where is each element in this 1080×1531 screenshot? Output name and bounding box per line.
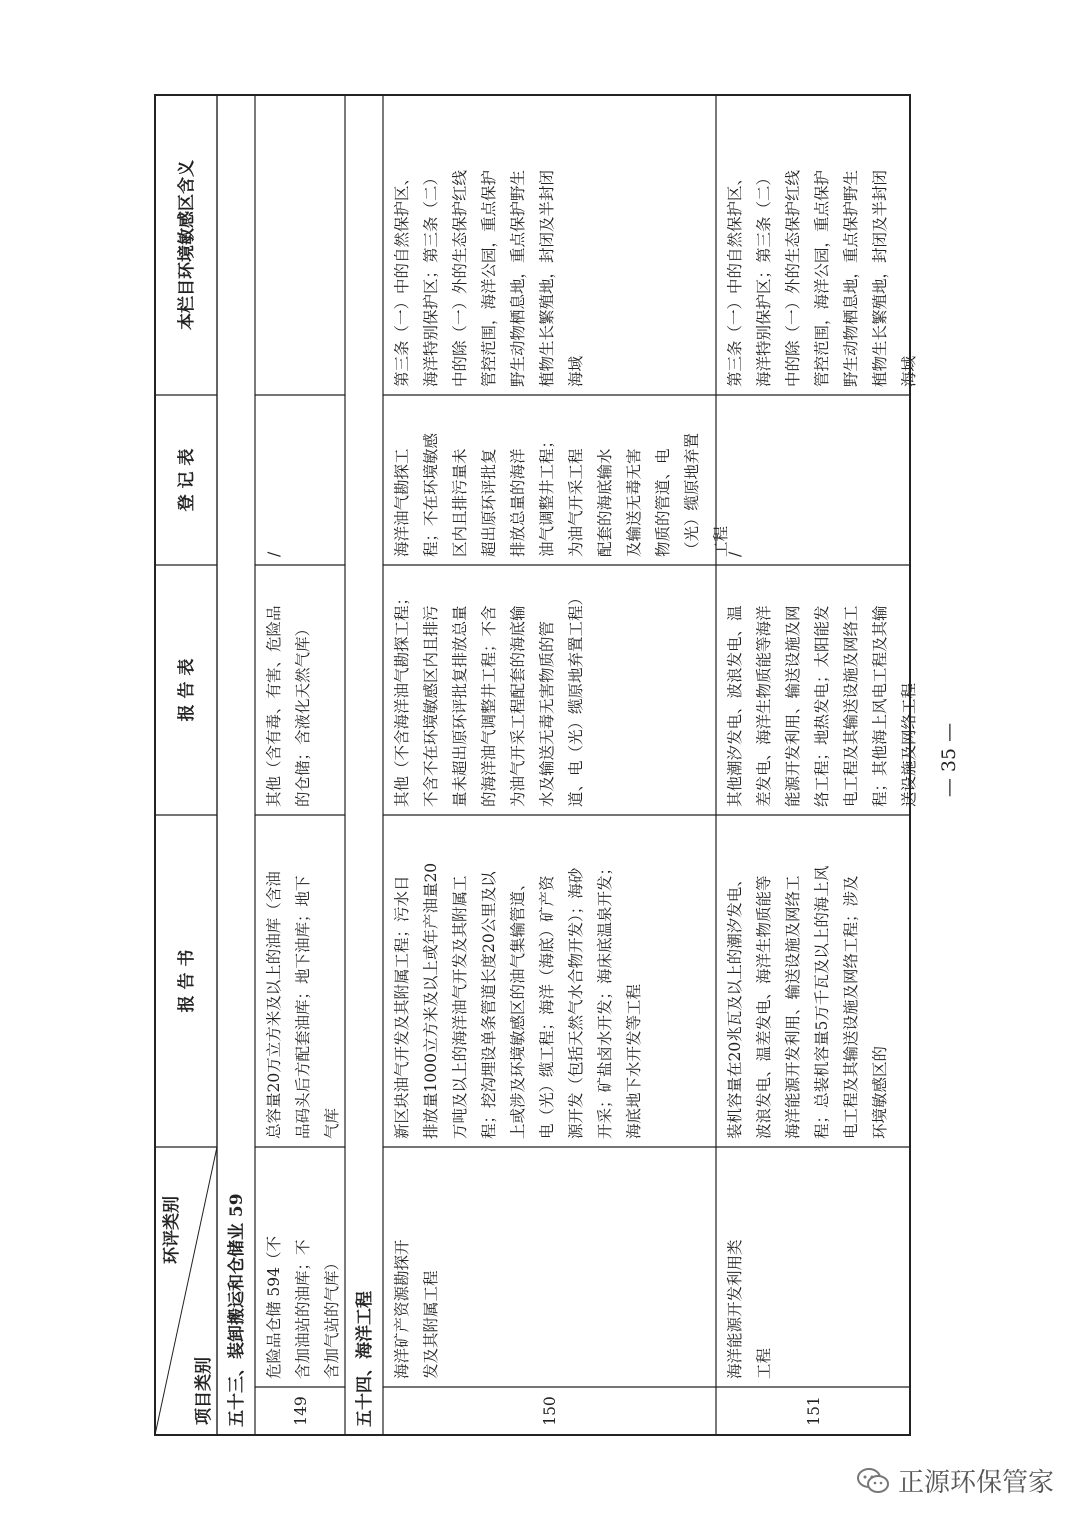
registration-cell-line: （光）缆原地弃置 [683,432,701,557]
report-book-cell-line: 波浪发电、温差发电、海洋生物质能等 [755,875,773,1139]
report-form-cell-line: 电工程及其输送设施及网络工 [842,605,860,807]
category-cell-line: 含加油站的油库；不 [294,1239,312,1379]
row-num-149: 149 [292,1396,310,1426]
rotated-table [155,95,918,1435]
registration-cell-line: 超出原环评批复 [480,448,498,557]
sensitive-area-cell-line: 海洋特别保护区；第三条（二） [422,169,440,387]
report-form-cell-line: 程；其他海上风电工程及其输 [871,605,889,807]
registration-cell-line: / [726,551,744,557]
report-book-cell-line: 电（光）缆工程；海洋（海底）矿产资 [538,875,556,1139]
sensitive-area-cell-line: 植物生长繁殖地，封闭及半封闭 [871,169,889,387]
sensitive-area-cell-line: 管控范围，海洋公园，重点保护 [480,169,498,387]
report-book-cell-line: 排放量1000立方米及以上或年产油量20 [422,862,440,1139]
registration-cell-line: 为油气开采工程 [567,448,585,557]
registration-cell-line: / [265,551,283,557]
sensitive-area-cell-line: 野生动物栖息地，重点保护野生 [509,169,527,387]
sensitive-area-cell-line: 海洋特别保护区；第三条（二） [755,169,773,387]
report-form-cell-line: 其他潮汐发电、波浪发电、温 [726,605,744,807]
category-cell-line: 危险品仓储 594（不 [265,1235,283,1379]
report-book-cell-line: 品码头后方配套油库；地下油库；地下 [294,875,312,1139]
sensitive-area-cell-line: 第三条（一）中的自然保护区、 [726,169,744,387]
report-book-cell-line: 开采；矿盐卤水开发；海床底温泉开发； [596,859,614,1139]
registration-cell-line: 程；不在环境敏感 [422,432,440,557]
category-cell-line: 发及其附属工程 [422,1270,440,1379]
category-cell-line: 工程 [755,1347,773,1379]
watermark [856,1462,1054,1499]
report-form-cell-line: 道、电（光）缆原地弃置工程） [567,589,585,807]
sensitive-area-cell-line: 海域 [567,355,585,387]
report-form-cell-line: 差发电、海洋生物质能等海洋 [755,605,773,807]
report-form-cell-line: 其他（含有毒、有害、危险品 [265,605,283,807]
table-cells [265,169,918,1379]
sensitive-area-cell-line: 植物生长繁殖地，封闭及半封闭 [538,169,556,387]
row-num-151: 151 [805,1396,823,1426]
registration-cell-line: 区内且排污量未 [451,448,469,557]
report-book-cell-line: 海底地下水开发等工程 [625,983,643,1139]
row-num-150: 150 [541,1396,559,1426]
category-cell-line: 海洋矿产资源勘探开 [393,1239,411,1379]
sensitive-area-cell-line: 野生动物栖息地，重点保护野生 [842,169,860,387]
section-title-54: 五十四、海洋工程 [355,1291,375,1427]
header-report-form: 报 告 表 [177,658,197,722]
report-book-cell-line: 气库 [323,1107,341,1139]
header-sensitive-area: 本栏目环境敏感区含义 [177,160,197,330]
wechat-icon [856,1467,890,1495]
section-title-53: 五十三、装卸搬运和仓储业 59 [227,1193,247,1427]
watermark-text: 正源环保管家 [897,1468,1054,1498]
report-form-cell-line: 的仓储；含液化天然气库） [294,620,312,807]
report-book-cell-line: 环境敏感区的 [871,1045,889,1139]
sensitive-area-cell-line: 中的除（一）外的生态保护红线 [451,169,469,387]
report-form-cell-line: 送设施及网络工程 [900,682,918,807]
registration-cell-line: 物质的管道、电 [654,448,672,557]
registration-cell-line: 排放总量的海洋 [509,448,527,557]
sensitive-area-cell-line: 中的除（一）外的生态保护红线 [784,169,802,387]
category-cell-line: 含加气站的气库） [323,1254,341,1379]
header-eia-category: 环评类别 [162,1196,182,1264]
report-book-cell-line: 新区块油气开发及其附属工程；污水日 [393,875,411,1139]
report-book-cell-line: 源开发（包括天然气水合物开发）；海砂 [567,867,585,1139]
header-registration: 登 记 表 [177,448,197,512]
report-form-cell-line: 不含不在环境敏感区内且排污 [422,605,440,807]
page-number: — 35 — [938,722,960,798]
report-form-cell-line: 水及输送无毒无害物质的管 [538,620,556,807]
registration-cell-line: 油气调整井工程； [538,432,556,557]
report-book-cell-line: 总容量20万立方米及以上的油库（含油 [265,871,283,1139]
sensitive-area-cell-line: 海域 [900,355,918,387]
report-book-cell-line: 程；挖沟埋设单条管道长度20公里及以 [480,871,498,1139]
registration-cell-line: 及输送无毒无害 [625,448,643,557]
report-book-cell-line: 上或涉及环境敏感区的油气集输管道、 [509,875,527,1139]
registration-cell-line: 工程 [712,525,730,557]
header-project-category: 项目类别 [194,1357,214,1425]
report-form-cell-line: 量未超出原环评批复排放总量 [451,605,469,807]
sensitive-area-cell-line: 第三条（一）中的自然保护区、 [393,169,411,387]
header-report-book: 报 告 书 [177,949,197,1013]
registration-cell-line: 海洋油气勘探工 [393,448,411,557]
report-book-cell-line: 万吨及以上的海洋油气开发及其附属工 [451,875,469,1139]
report-book-cell-line: 程；总装机容量5万千瓦及以上的海上风 [813,865,831,1139]
category-cell-line: 海洋能源开发利用类 [726,1239,744,1379]
report-form-cell-line: 的海洋油气调整井工程；不含 [480,605,498,807]
registration-cell-line: 配套的海底输水 [596,448,614,557]
report-book-cell-line: 装机容量在20兆瓦及以上的潮汐发电、 [726,871,744,1139]
report-form-cell-line: 能源开发利用、输送设施及网 [784,605,802,807]
sensitive-area-cell-line: 管控范围，海洋公园，重点保护 [813,169,831,387]
report-form-cell-line: 络工程；地热发电；太阳能发 [813,605,831,807]
report-form-cell-line: 其他（不含海洋油气勘探工程； [393,589,411,807]
report-book-cell-line: 海洋能源开发利用、输送设施及网络工 [784,875,802,1139]
report-form-cell-line: 为油气开采工程配套的海底输 [509,605,527,807]
report-book-cell-line: 电工程及其输送设施及网络工程；涉及 [842,875,860,1139]
page-number-group [938,723,960,797]
